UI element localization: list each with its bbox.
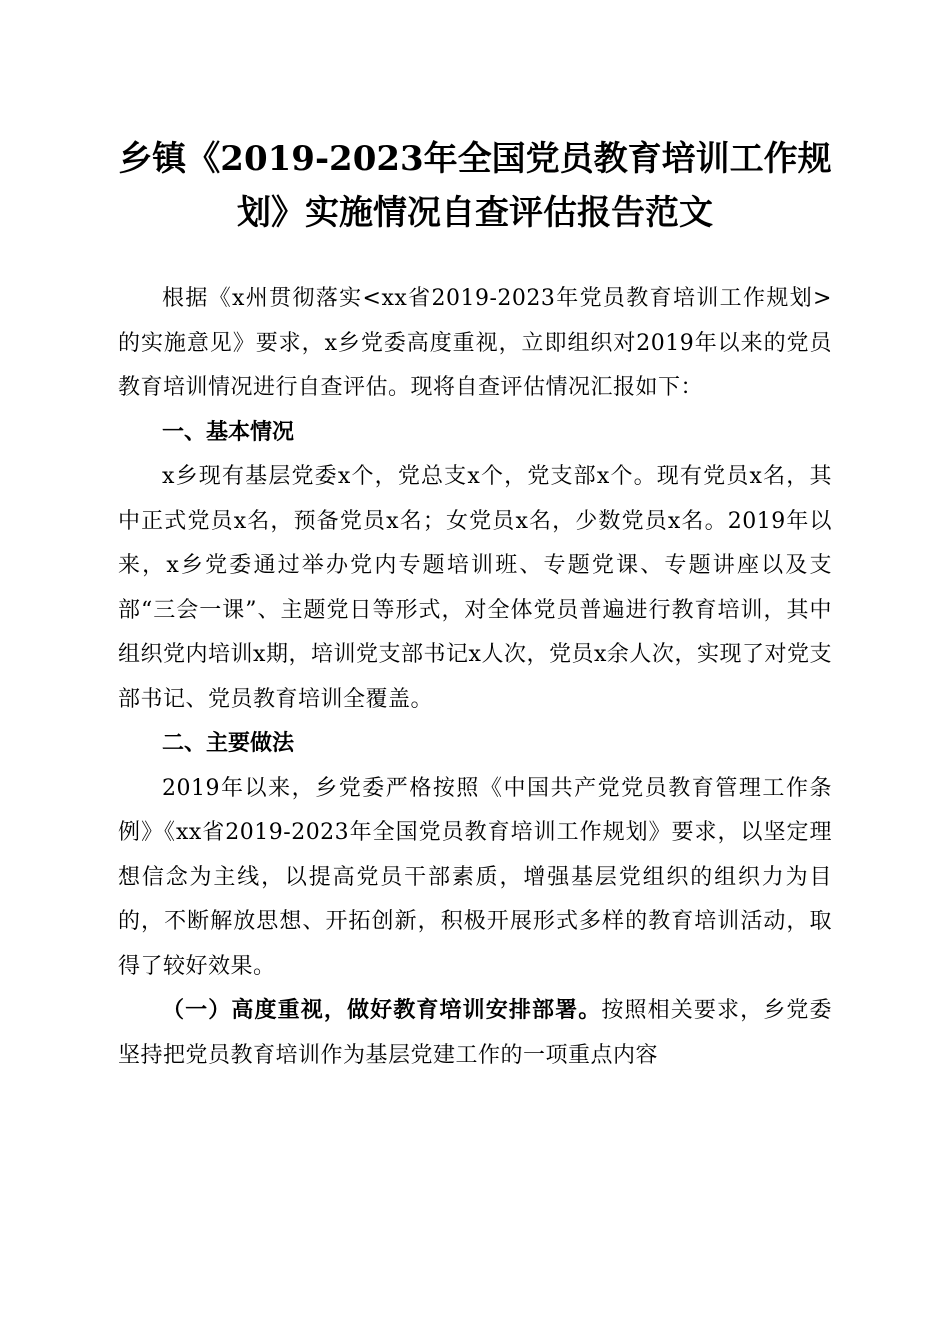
document-title (110, 132, 840, 240)
document-body (118, 277, 832, 1078)
section-1-heading: 一、基本情况 (162, 419, 295, 445)
section-2-paragraph: 2019年以来，乡党委严格按照《中国共产党党员教育管理工作条例》《xx省2019-2023年全国党员教育培训工作规划》要求，以坚定理想信念为主线，以提高党员干部素质，增强基层党组织的组织力为目的，不断解放思想、开拓创新，积极开展形式多样的教育培训活动，取得了较好效果。 (118, 775, 832, 979)
intro-paragraph: 根据《x州贯彻落实<xx省2019-2023年党员教育培训工作规划>的实施意见》要求，x乡党委高度重视，立即组织对2019年以来的党员教育培训情况进行自查评估。现将自查评估情况汇报如下： (118, 286, 832, 400)
section-1-paragraph: x乡现有基层党委x个，党总支x个，党支部x个。现有党员x名，其中正式党员x名，预备党员x名；女党员x名，少数党员x名。2019年以来，x乡党委通过举办党内专题培训班、专题党课、专题讲座以及支部“三会一课”、主题党日等形式，对全体党员普遍进行教育培训，其中组织党内培训x期，培训党支部书记x人次，党员x余人次，实现了对党支部书记、党员教育培训全覆盖。 (118, 464, 832, 712)
title-line-1: 乡镇《2019-2023年全国党员教育培训工作规 (118, 139, 832, 179)
subsection-1-paragraph (118, 989, 832, 1078)
subsection-1-text: 按照相关要求，乡党委坚持把党员教育培训作为基层党建工作的一项重点内容 (118, 998, 832, 1068)
section-2-heading: 二、主要做法 (162, 731, 295, 756)
subsection-1-title: （一）高度重视，做好教育培训安排部署。 (162, 998, 602, 1023)
title-line-2: 划》实施情况自查评估报告范文 (237, 193, 713, 233)
